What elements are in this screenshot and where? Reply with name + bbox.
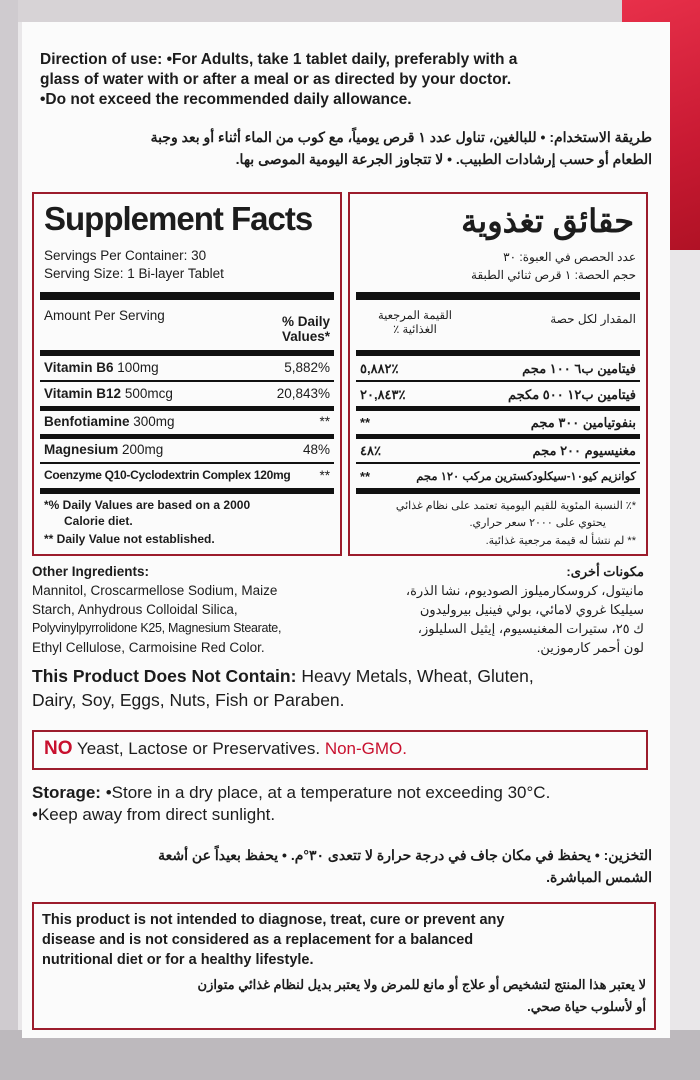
does-not-contain-text-1: Heavy Metals, Wheat, Gluten,	[296, 666, 534, 686]
facts-row-dv: 20,843%	[276, 386, 330, 401]
ingredients-ar-line: سيليكا غروي لامائي، بولي فينيل بيروليدون	[419, 602, 644, 617]
ar-dv-header-1: القيمة المرجعية	[378, 310, 452, 322]
amount-per-serving-header: Amount Per Serving	[44, 308, 165, 323]
non-gmo-label: Non-GMO.	[324, 739, 407, 758]
ar-row-dv: **	[360, 415, 371, 430]
ar-row-name: مغنيسيوم ٢٠٠ مجم	[532, 443, 636, 458]
facts-arabic-title: حقائق تغذوية	[461, 203, 634, 239]
background-left	[0, 0, 18, 1080]
ar-footnote-2: ** لم نتشأ له قيمة مرجعية غذائية.	[485, 535, 636, 547]
ingredients-line: Ethyl Cellulose, Carmoisine Red Color.	[32, 640, 265, 655]
facts-row-b6	[44, 360, 159, 375]
facts-row-amount: 500mcg	[124, 386, 173, 401]
storage-line-1	[32, 782, 652, 804]
facts-row-benfotiamine	[44, 414, 175, 429]
facts-row-dv: **	[319, 468, 330, 483]
facts-row-rule	[40, 462, 334, 464]
direction-ar-line-2: الطعام أو حسب إرشادات الطبيب. • لا تتجاوز الجرعة اليومية الموصى بها.	[235, 151, 652, 167]
serving-size: Serving Size: 1 Bi-layer Tablet	[44, 266, 224, 281]
ingredients-ar-label: مكونات أخرى:	[566, 564, 644, 579]
supplement-facts-panel	[32, 192, 342, 556]
direction-text-2: glass of water with or after a meal or as directed by your doctor.	[40, 71, 512, 88]
facts-row-amount: 100mg	[117, 360, 159, 375]
facts-row-name: Vitamin B6	[44, 360, 114, 375]
facts-thick-rule	[40, 292, 334, 300]
facts-row-rule	[40, 434, 334, 439]
ar-row-dv: **	[360, 469, 371, 484]
ar-row-rule	[356, 380, 640, 382]
ar-servings: عدد الحصص في العبوة: ٣٠	[503, 250, 636, 264]
ar-dv-header	[360, 308, 470, 336]
disclaimer-ar-line-1: لا يعتبر هذا المنتج لتشخيص أو علاج أو مانع للمرض ولا يعتبر بديل لنظام غذائي متوازن	[197, 977, 646, 992]
ar-footnote-1b: يحتوي على ٢٠٠٠ سعر حراري.	[469, 517, 606, 529]
direction-text-1: •For Adults, take 1 tablet daily, preferably with a	[162, 51, 518, 68]
ar-amount-header: المقدار لكل حصة	[550, 312, 636, 326]
disclaimer-ar-line-2: أو لأسلوب حياة صحي.	[527, 999, 646, 1014]
facts-row-name: Vitamin B12	[44, 386, 122, 401]
ingredients-ar-line: لون أحمر كارموزين.	[536, 640, 644, 655]
ar-row-name: بنفوتيامين ٣٠٠ مجم	[530, 415, 636, 430]
facts-row-name: Coenzyme Q10-Cyclodextrin Complex	[44, 468, 251, 482]
facts-row-dv: 5,882%	[284, 360, 330, 375]
facts-row-amount: 120mg	[253, 468, 291, 482]
direction-text-3: •Do not exceed the recommended daily allowance.	[40, 91, 412, 108]
ar-row-dv: ٢٠,٨٤٣٪	[360, 387, 406, 402]
ar-bottom-rule	[356, 488, 640, 494]
ar-row-rule	[356, 462, 640, 464]
dv-header-2: Values*	[281, 329, 330, 344]
ingredients-line: Polyvinylpyrrolidone K25, Magnesium Stearate,	[32, 621, 282, 635]
facts-footnote-1b: Calorie diet.	[64, 514, 133, 528]
does-not-contain	[32, 664, 652, 712]
direction-of-use-arabic	[40, 126, 652, 170]
no-label: NO	[44, 738, 73, 759]
supplement-facts-arabic-panel	[348, 192, 648, 556]
storage-text-1: •Store in a dry place, at a temperature not exceeding 30°C.	[100, 783, 551, 802]
facts-row-amount: 200mg	[122, 442, 164, 457]
disclaimer-line-2: disease and is not considered as a replacement for a balanced	[42, 932, 474, 948]
facts-row-rule	[40, 406, 334, 411]
label-panel	[22, 22, 670, 1038]
facts-row-b12	[44, 386, 173, 401]
storage-label: Storage:	[32, 783, 101, 802]
facts-row-magnesium	[44, 442, 163, 457]
does-not-contain-line-1	[32, 664, 652, 688]
facts-row-rule	[40, 380, 334, 382]
ar-row-name: كوانزيم كيو١٠-سيكلودكسترين مركب ١٢٠ مجم	[416, 471, 636, 483]
disclaimer-text	[42, 910, 646, 970]
facts-row-dv: 48%	[302, 442, 330, 457]
facts-row-name: Benfotiamine	[44, 414, 130, 429]
ar-row-dv: ٥,٨٨٢٪	[360, 361, 399, 376]
ar-thick-rule	[356, 292, 640, 300]
storage-arabic	[40, 844, 652, 888]
disclaimer-line-1: This product is not intended to diagnose, treat, cure or prevent any	[42, 912, 505, 928]
other-ingredients-arabic	[354, 562, 644, 657]
does-not-contain-label: This Product Does Not Contain:	[32, 666, 297, 686]
ar-row-dv: ٤٨٪	[360, 443, 381, 458]
no-additives-box	[32, 730, 648, 770]
disclaimer-line-3: nutritional diet or for a healthy lifestyle.	[42, 952, 314, 968]
storage	[32, 782, 652, 826]
ingredients-label: Other Ingredients:	[32, 564, 150, 579]
facts-row-dv: **	[319, 414, 330, 429]
storage-ar-line-2: الشمس المباشرة.	[546, 869, 652, 885]
facts-footnote-2: ** Daily Value not established.	[44, 532, 215, 546]
ingredients-ar-line: مانيتول، كروسكارميلوز الصوديوم، نشا الذرة،	[405, 583, 644, 598]
background-top	[0, 0, 700, 22]
no-additives-list: Yeast, Lactose or Preservatives.	[72, 739, 325, 758]
ar-header-rule	[356, 350, 640, 356]
facts-bottom-rule	[40, 488, 334, 494]
direction-of-use	[40, 50, 655, 110]
daily-value-header	[282, 314, 330, 344]
no-additives-text	[44, 738, 407, 760]
storage-text-2: •Keep away from direct sunlight.	[32, 805, 276, 824]
ingredients-ar-line: ك ٢٥، ستيرات المغنيسيوم، إيثيل السليلوز،	[417, 621, 644, 636]
ingredients-line: Starch, Anhydrous Colloidal Silica,	[32, 602, 238, 617]
storage-ar-line-1: التخزين: • يحفظ في مكان جاف في درجة حرارة لا تتعدى ٣٠°م. • يحفظ بعيداً عن أشعة	[158, 847, 652, 863]
ar-row-rule	[356, 406, 640, 411]
direction-line-1	[40, 50, 655, 70]
facts-row-amount: 300mg	[133, 414, 175, 429]
disclaimer-box	[32, 902, 656, 1030]
ar-row-rule	[356, 434, 640, 439]
ar-dv-header-2: الغذائية ٪	[393, 324, 437, 336]
supplement-facts-title: Supplement Facts	[44, 200, 313, 237]
ar-serving-size: حجم الحصة: ١ قرص ثنائي الطبقة	[471, 268, 636, 282]
direction-label: Direction of use:	[40, 51, 163, 68]
facts-row-coq10	[44, 468, 290, 482]
servings-per-container: Servings Per Container: 30	[44, 248, 207, 263]
ar-footnote-1: *٪ النسبة المئوية للقيم اليومية تعتمد على نظام غذائي	[395, 500, 636, 512]
does-not-contain-text-2: Dairy, Soy, Eggs, Nuts, Fish or Paraben.	[32, 690, 345, 710]
direction-ar-line-1: طريقة الاستخدام: • للبالغين، تناول عدد ١ قرص يومياً، مع كوب من الماء أثناء أو بعد وجبة	[150, 129, 652, 145]
other-ingredients	[32, 562, 362, 657]
facts-footnote-1: *% Daily Values are based on a 2000	[44, 498, 251, 512]
disclaimer-arabic	[42, 974, 646, 1018]
facts-header-rule	[40, 350, 334, 356]
ingredients-line: Mannitol, Croscarmellose Sodium, Maize	[32, 583, 278, 598]
facts-row-name: Magnesium	[44, 442, 119, 457]
ar-row-name: فيتامين ب١٢ ٥٠٠ مكجم	[507, 387, 636, 402]
ar-row-name: فيتامين ب٦ ١٠٠ مجم	[522, 361, 636, 376]
dv-header-1: % Daily	[281, 314, 330, 329]
